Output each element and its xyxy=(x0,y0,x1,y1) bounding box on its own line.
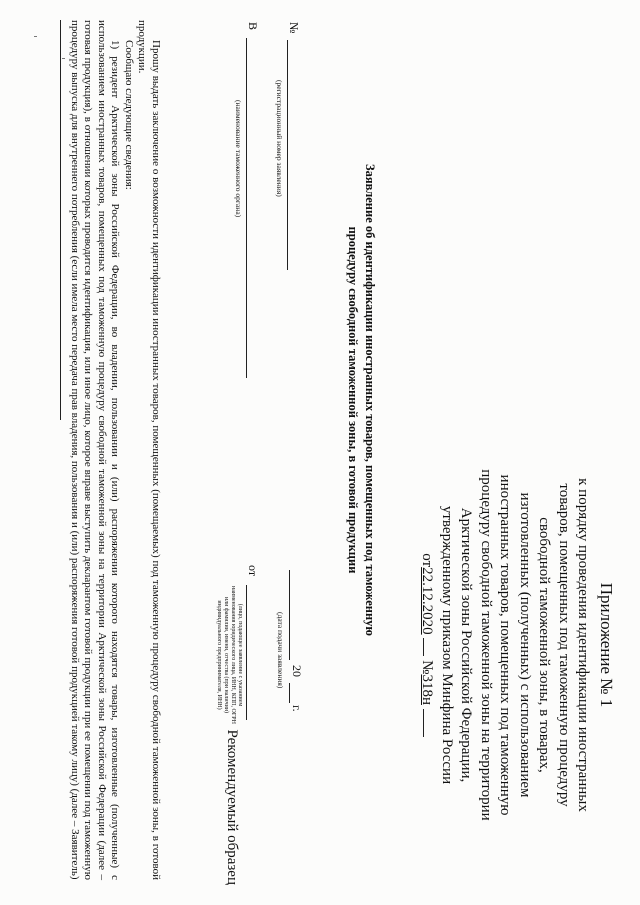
date-field[interactable] xyxy=(289,570,290,660)
appendix-line: изготовленных (полученных) с использованием xyxy=(517,492,533,798)
order-prefix: от xyxy=(419,553,436,568)
title-line-2: процедуру свободной таможенной зоны, в готовой продукции xyxy=(346,226,360,574)
appendix-line: иностранных товаров, помещенных под таможенную xyxy=(497,474,514,816)
scan-speck xyxy=(62,58,65,59)
document-title xyxy=(344,120,378,680)
year-suffix: г. xyxy=(290,705,304,712)
to-label: В xyxy=(246,22,260,31)
applicant-caption: (лицо, подающее заявление с указанием наименования юридического лица, ИНН, КПП, ОГРН или фамилии, имени, отчества (при наличии) индивидуального предпринимателя, ИНН) xyxy=(216,586,243,724)
appendix-line: утвержденному приказом Минфина России xyxy=(439,505,455,785)
applicant-details-field[interactable] xyxy=(61,20,62,420)
registration-number-field[interactable] xyxy=(287,40,288,270)
appendix-number: Приложение № 1 xyxy=(597,582,616,708)
appendix-line: процедуру свободной таможенной зоны на территории xyxy=(478,469,494,821)
from-label: от xyxy=(246,565,260,577)
order-date: 22.12.2020 xyxy=(419,567,436,635)
title-line-1: Заявление об идентификации иностранных товаров, помещенных под таможенную xyxy=(363,164,377,636)
body-paragraph-3: 1) резидент Арктической зоны Российской Федерации, во владении, пользовании и (или) распоряжении которого находятся товары, изготовленные (полученные) с использованием иностранных товаров, помещенных под таможенную процедуру свободной таможенной зоны на территории Арктической зоны Российской Федерации (далее – готовая продукция), в отношении которых проводится идентификация, или иное лицо, которое вправе выступить декларантом готовой продукции при ее помещении под таможенную процедуру выпуска для внутреннего потребления (если имела место передача прав владения, пользования и (или) распоряжения готовой продукцией такому лицу) (далее – Заявитель) xyxy=(69,20,122,880)
order-number-label: № xyxy=(419,660,436,675)
body-text xyxy=(67,20,163,880)
number-label: № xyxy=(287,22,301,34)
scan-speck xyxy=(34,36,37,37)
appendix-line: к порядку проведения идентификации иностранных xyxy=(575,478,592,812)
order-reference xyxy=(417,405,437,885)
body-paragraph-2: Сообщаю следующие сведения: xyxy=(123,40,135,190)
year-prefix: 20 xyxy=(290,665,304,677)
order-number: 318н xyxy=(419,674,436,705)
body-paragraph-1: Прошу выдать заключение о возможности идентификации иностранных товаров, помещенных (помещаемых) под таможенную процедуру свободной таможенной зоны, в готовой продукции. xyxy=(136,20,162,880)
appendix-line: свободной таможенной зоны, в товарах, xyxy=(536,517,553,773)
customs-body-caption: (наименование таможенного органа) xyxy=(234,100,243,218)
registration-number-caption: (регистрационный номер заявления) xyxy=(275,80,284,197)
appendix-line: товаров, помещенных под таможенную процедуру xyxy=(556,483,572,807)
year-field[interactable] xyxy=(289,683,290,703)
recommended-sample-label: Рекомендуемый образец xyxy=(224,729,240,885)
date-caption: (дата подачи заявления) xyxy=(276,612,285,689)
applicant-field[interactable] xyxy=(246,585,247,720)
appendix-block xyxy=(417,405,616,885)
appendix-line: Арктической зоны Российской Федерации, xyxy=(458,507,475,783)
customs-body-field[interactable] xyxy=(246,38,247,378)
